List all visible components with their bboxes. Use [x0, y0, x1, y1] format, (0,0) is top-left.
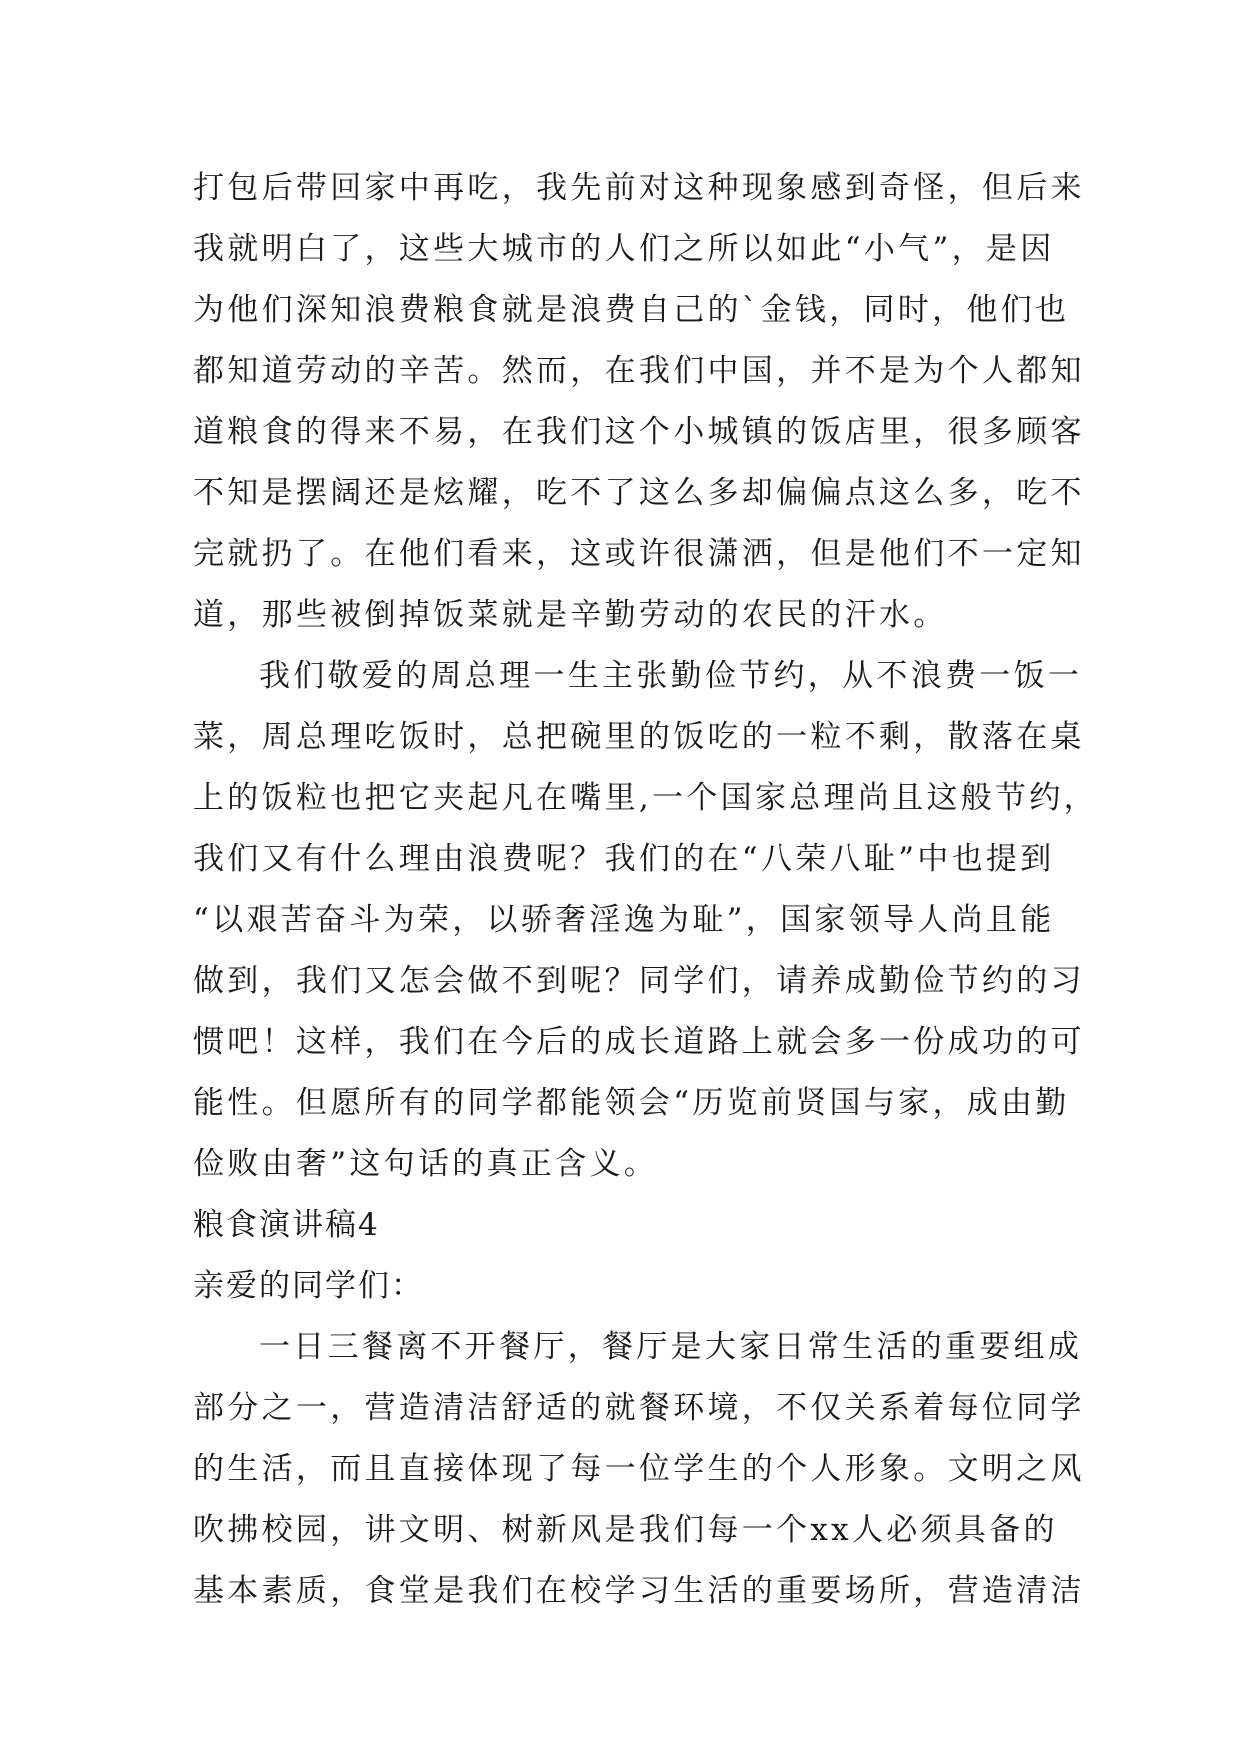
text-line: 部分之一，营造清洁舒适的就餐环境，不仅关系着每位同学 [193, 1390, 1085, 1426]
text-line: 菜，周总理吃饭时，总把碗里的饭吃的一粒不剩，散落在桌 [193, 719, 1085, 755]
salutation: 亲爱的同学们： [193, 1268, 424, 1304]
text-line: 俭败由奢”这句话的真正含义。 [193, 1146, 659, 1182]
text-line: 我们又有什么理由浪费呢？我们的在“八荣八耻”中也提到 [193, 841, 1055, 877]
text-line: 上的饭粒也把它夹起凡在嘴里,一个国家总理尚且这般节约， [193, 780, 1098, 816]
text-line: 吹拂校园，讲文明、树新风是我们每一个xx人必须具备的 [193, 1512, 1058, 1548]
document-page [193, 158, 1098, 1622]
text-line: 都知道劳动的辛苦。然而，在我们中国，并不是为个人都知 [193, 353, 1085, 389]
text-line: 道粮食的得来不易，在我们这个小城镇的饭店里，很多顾客 [193, 414, 1085, 450]
paragraph-3 [193, 1317, 1085, 1622]
text-line: 我们敬爱的周总理一生主张勤俭节约，从不浪费一饭一 [259, 658, 1083, 694]
section-heading: 粮食演讲稿4 [193, 1207, 380, 1243]
text-line: 道，那些被倒掉饭菜就是辛勤劳动的农民的汗水。 [193, 597, 948, 633]
text-line: 基本素质，食堂是我们在校学习生活的重要场所，营造清洁 [193, 1573, 1085, 1609]
paragraph-2 [193, 646, 1098, 1195]
text-line: 的生活，而且直接体现了每一位学生的个人形象。文明之风 [193, 1451, 1085, 1487]
text-line: 打包后带回家中再吃，我先前对这种现象感到奇怪，但后来 [193, 170, 1085, 206]
text-line: 不知是摆阔还是炫耀，吃不了这么多却偏偏点这么多，吃不 [193, 475, 1085, 511]
text-line: 为他们深知浪费粮食就是浪费自己的`金钱，同时，他们也 [193, 292, 1070, 328]
text-line: 一日三餐离不开餐厅，餐厅是大家日常生活的重要组成 [259, 1329, 1083, 1365]
text-line: 能性。但愿所有的同学都能领会“历览前贤国与家，成由勤 [193, 1085, 1070, 1121]
text-line: 惯吧！这样，我们在今后的成长道路上就会多一份成功的可 [193, 1024, 1085, 1060]
text-line: 我就明白了，这些大城市的人们之所以如此“小气”，是因 [193, 231, 1055, 267]
text-line: 做到，我们又怎会做不到呢？同学们，请养成勤俭节约的习 [193, 963, 1085, 999]
text-line: “以艰苦奋斗为荣，以骄奢淫逸为耻”，国家领导人尚且能 [193, 902, 1055, 938]
text-line: 完就扔了。在他们看来，这或许很潇洒，但是他们不一定知 [193, 536, 1085, 572]
paragraph-1 [193, 158, 1085, 646]
